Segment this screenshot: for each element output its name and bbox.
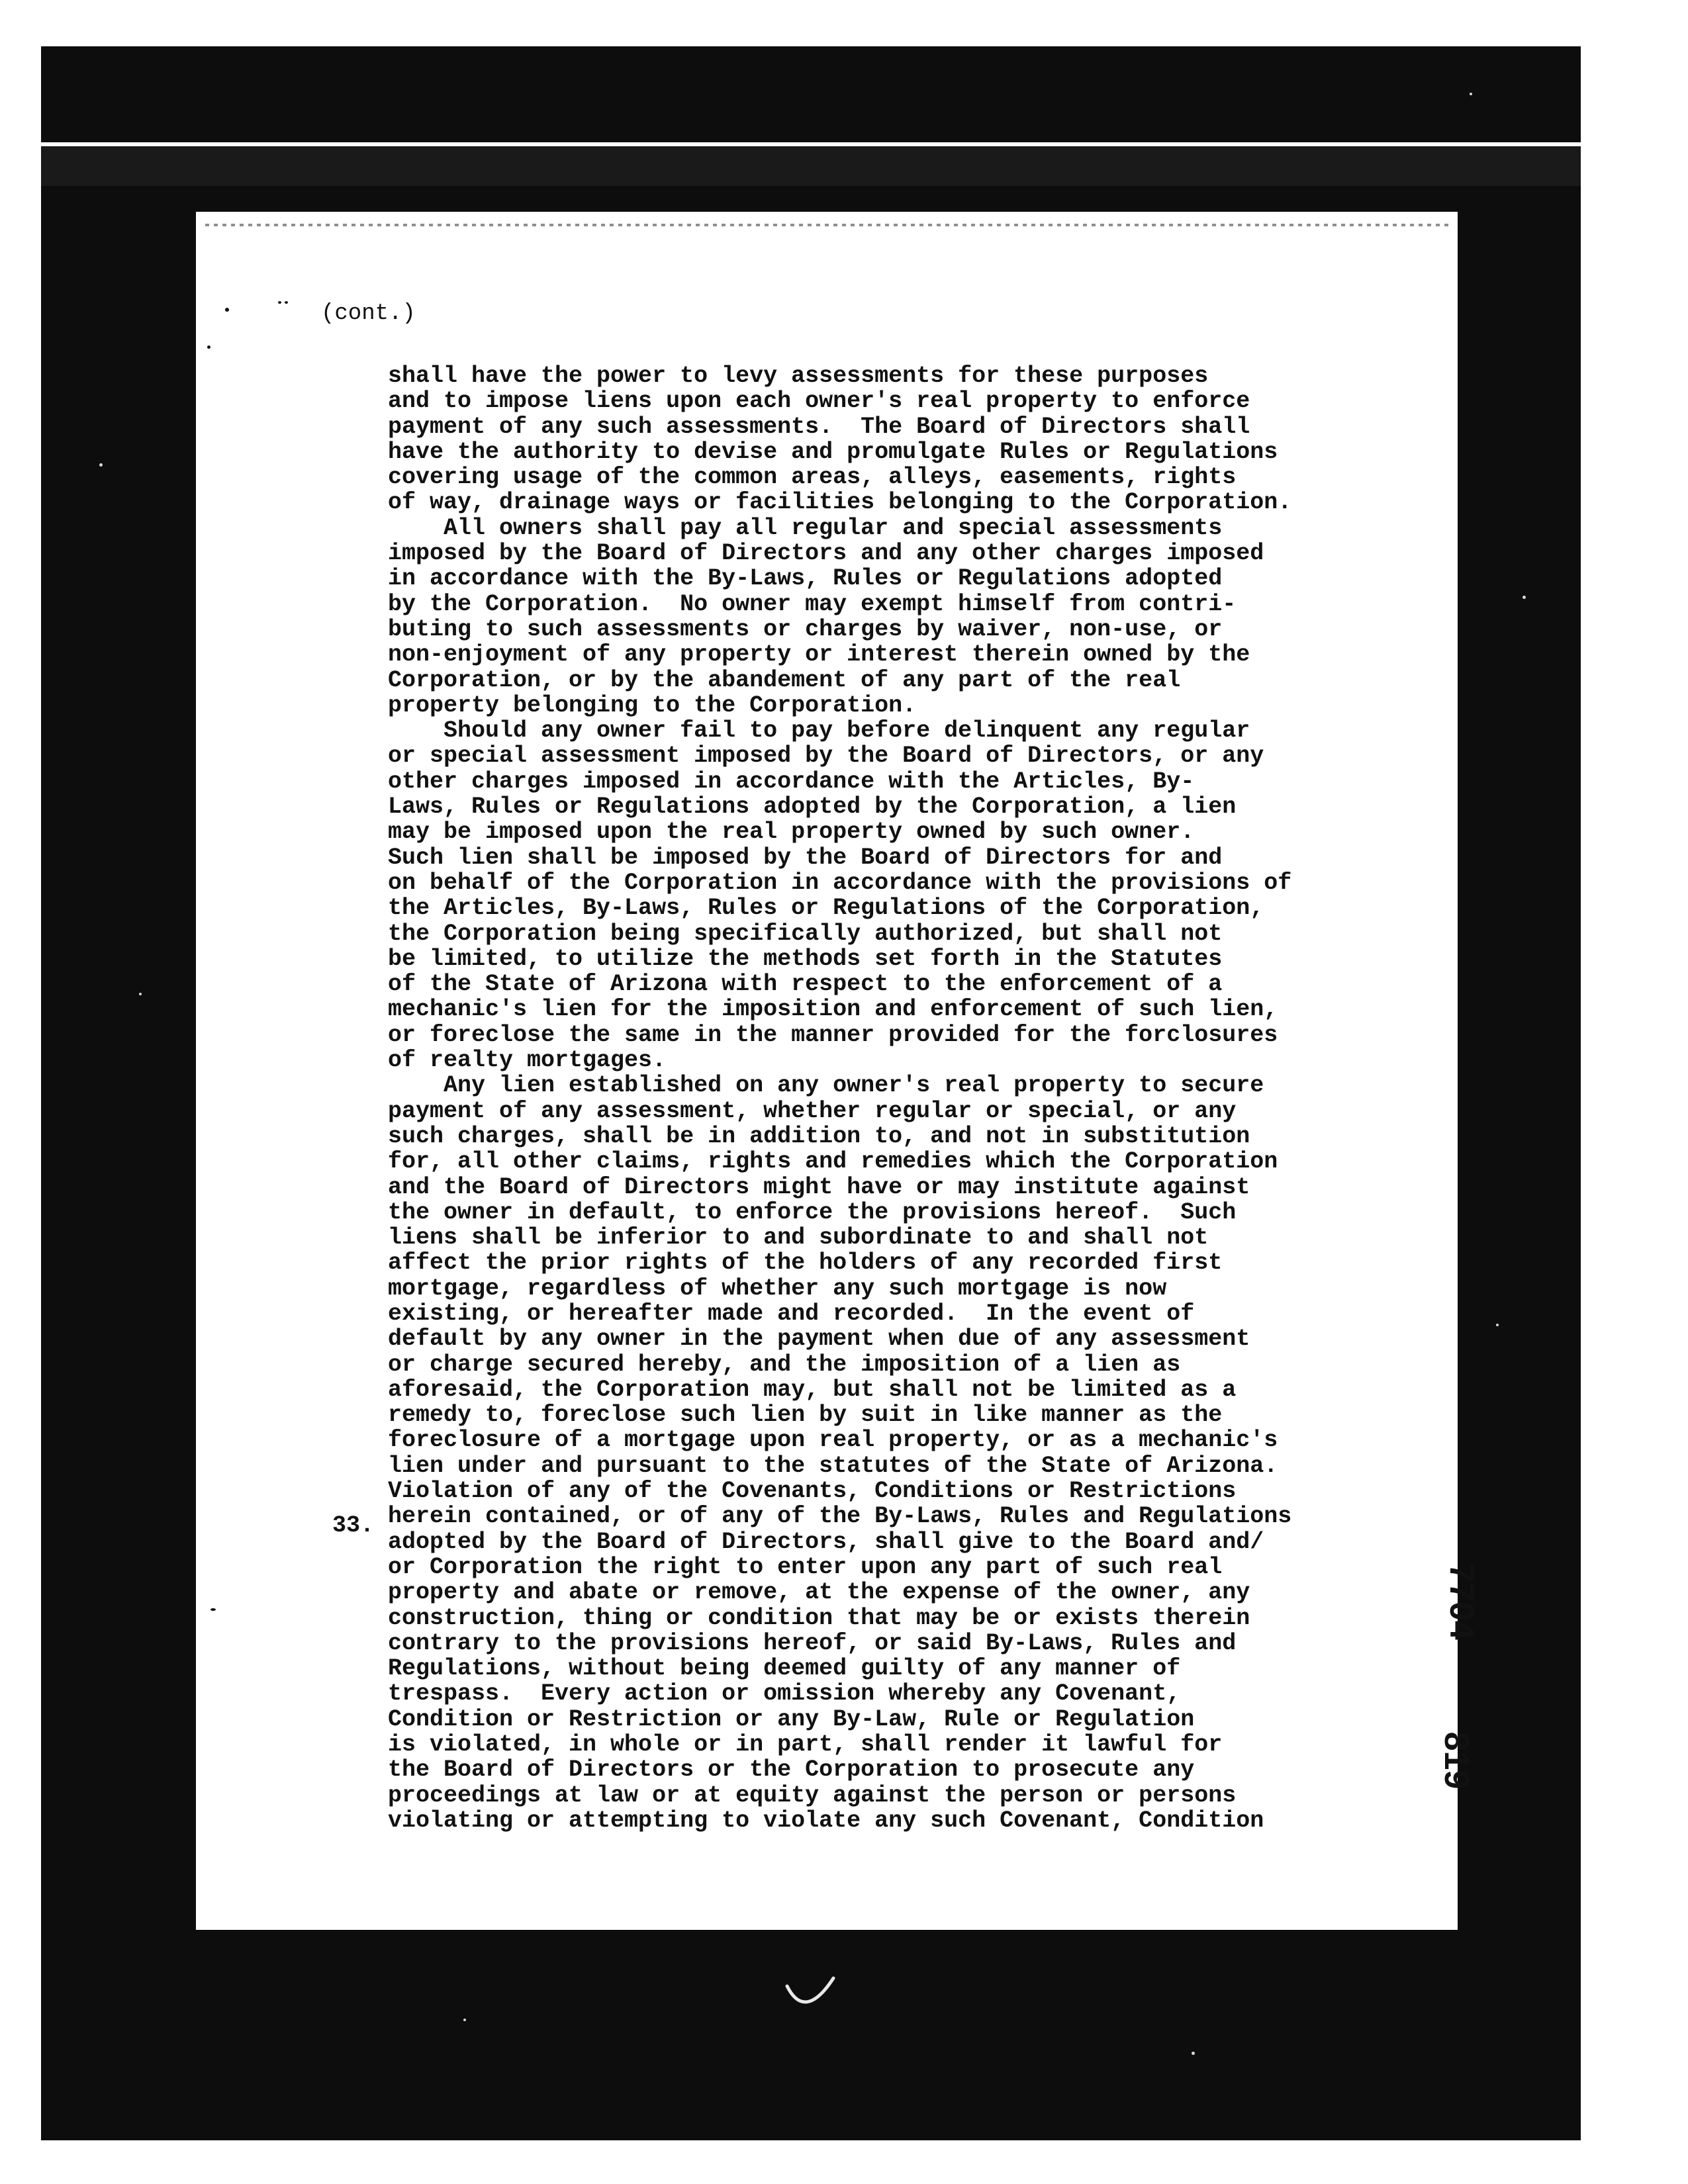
text-line: of the State of Arizona with respect to the enforcement of a — [388, 971, 1223, 998]
recording-book-number: 7704 — [1442, 1563, 1481, 1640]
text-line: foreclosure of a mortgage upon real property, or as a mechanic's — [388, 1427, 1278, 1454]
text-line: adopted by the Board of Directors, shall give to the Board and/ — [388, 1528, 1264, 1555]
text-line: mechanic's lien for the imposition and enforcement of such lien, — [388, 996, 1278, 1023]
scan-noise — [1470, 93, 1472, 95]
text-line: such charges, shall be in addition to, and not in substitution — [388, 1122, 1250, 1150]
scan-noise — [139, 993, 142, 995]
text-line: may be imposed upon the real property owned by such owner. — [388, 819, 1195, 846]
text-line: Violation of any of the Covenants, Conditions or Restrictions — [388, 1478, 1237, 1505]
text-line: violating or attempting to violate any such Covenant, Condition — [388, 1807, 1264, 1834]
text-line: Corporation, or by the abandement of any part of the real — [388, 666, 1181, 694]
text-line: by the Corporation. No owner may exempt himself from contri- — [388, 590, 1237, 617]
document-body-text — [388, 363, 1460, 1833]
recording-page-number: 819 — [1437, 1731, 1476, 1790]
text-line: default by any owner in the payment when due of any assessment — [388, 1326, 1250, 1353]
text-line: payment of any such assessments. The Board of Directors shall — [388, 413, 1250, 440]
text-line: existing, or hereafter made and recorded. In the event of — [388, 1300, 1195, 1327]
text-line: property and abate or remove, at the expense of the owner, any — [388, 1579, 1250, 1606]
text-line: property belonging to the Corporation. — [388, 692, 917, 719]
text-line: contrary to the provisions hereof, or said By-Laws, Rules and — [388, 1629, 1237, 1657]
text-line: shall have the power to levy assessments for these purposes — [388, 363, 1209, 389]
text-line: mortgage, regardless of whether any such mortgage is now — [388, 1275, 1167, 1302]
text-line: for, all other claims, rights and remedies which the Corporation — [388, 1148, 1278, 1175]
scan-noise — [99, 463, 103, 467]
text-line: buting to such assessments or charges by waiver, non-use, or — [388, 615, 1223, 643]
scan-speck — [285, 301, 288, 304]
text-line: aforesaid, the Corporation may, but shall not be limited as a — [388, 1376, 1237, 1403]
text-line: be limited, to utilize the methods set forth in the Statutes — [388, 945, 1223, 972]
text-line: or Corporation the right to enter upon any part of such real — [388, 1553, 1223, 1580]
text-line: of realty mortgages. — [388, 1047, 667, 1074]
text-line: on behalf of the Corporation in accordance with the provisions of — [388, 869, 1292, 896]
text-line: Regulations, without being deemed guilty of any manner of — [388, 1655, 1181, 1682]
text-line: payment of any assessment, whether regular or special, or any — [388, 1097, 1237, 1124]
text-line: lien under and pursuant to the statutes of the State of Arizona. — [388, 1452, 1278, 1479]
scan-speck — [225, 308, 229, 312]
text-line: liens shall be inferior to and subordinate to and shall not — [388, 1224, 1209, 1251]
scan-top-edge-noise — [205, 224, 1450, 226]
text-line: remedy to, foreclose such lien by suit in like manner as the — [388, 1402, 1223, 1429]
text-line: or charge secured hereby, and the imposition of a lien as — [388, 1351, 1181, 1378]
text-line: in accordance with the By-Laws, Rules or Regulations adopted — [388, 565, 1223, 592]
text-line: or special assessment imposed by the Board of Directors, or any — [388, 743, 1264, 770]
text-line: other charges imposed in accordance with the Articles, By- — [388, 768, 1195, 795]
text-line: Any lien established on any owner's real property to secure — [388, 1072, 1264, 1099]
text-line: construction, thing or condition that may be or exists therein — [388, 1604, 1250, 1631]
section-number: 33. — [332, 1512, 375, 1539]
scan-speck — [207, 345, 211, 349]
text-line: affect the prior rights of the holders of any recorded first — [388, 1250, 1223, 1277]
text-line: the Board of Directors or the Corporation to prosecute any — [388, 1756, 1195, 1784]
text-line: and the Board of Directors might have or may institute against — [388, 1173, 1250, 1201]
scan-noise — [463, 2019, 466, 2021]
text-line: herein contained, or of any of the By-Laws, Rules and Regulations — [388, 1503, 1292, 1530]
text-line: the Corporation being specifically authorized, but shall not — [388, 920, 1223, 947]
check-mark-icon — [784, 1976, 837, 2015]
scan-speck — [278, 301, 281, 304]
scan-noise — [1192, 2052, 1195, 2055]
text-line: or foreclose the same in the manner provided for the forclosures — [388, 1021, 1278, 1048]
scan-speck — [211, 1608, 216, 1611]
scan-noise — [1496, 1324, 1499, 1326]
text-line: trespass. Every action or omission whereby any Covenant, — [388, 1680, 1181, 1707]
text-line: Laws, Rules or Regulations adopted by the Corporation, a lien — [388, 794, 1237, 821]
continuation-label: (cont.) — [321, 301, 416, 326]
text-line: of way, drainage ways or facilities belonging to the Corporation. — [388, 489, 1292, 516]
text-line: non-enjoyment of any property or interest therein owned by the — [388, 641, 1250, 668]
text-line: proceedings at law or at equity against the person or persons — [388, 1782, 1237, 1809]
text-line: All owners shall pay all regular and special assessments — [388, 514, 1223, 541]
text-line: is violated, in whole or in part, shall render it lawful for — [388, 1731, 1223, 1758]
text-line: Such lien shall be imposed by the Board of Directors for and — [388, 844, 1223, 871]
text-line: covering usage of the common areas, alleys, easements, rights — [388, 464, 1237, 491]
text-line: have the authority to devise and promulgate Rules or Regulations — [388, 438, 1278, 465]
text-line: imposed by the Board of Directors and any other charges imposed — [388, 540, 1264, 567]
text-line: and to impose liens upon each owner's real property to enforce — [388, 388, 1250, 415]
text-line: the Articles, By-Laws, Rules or Regulations of the Corporation, — [388, 895, 1264, 922]
text-line: Should any owner fail to pay before delinquent any regular — [388, 717, 1250, 745]
text-line: the owner in default, to enforce the provisions hereof. Such — [388, 1199, 1237, 1226]
text-line: Condition or Restriction or any By-Law, Rule or Regulation — [388, 1706, 1195, 1733]
scan-noise — [1523, 596, 1526, 599]
scan-top-strip — [41, 142, 1581, 186]
